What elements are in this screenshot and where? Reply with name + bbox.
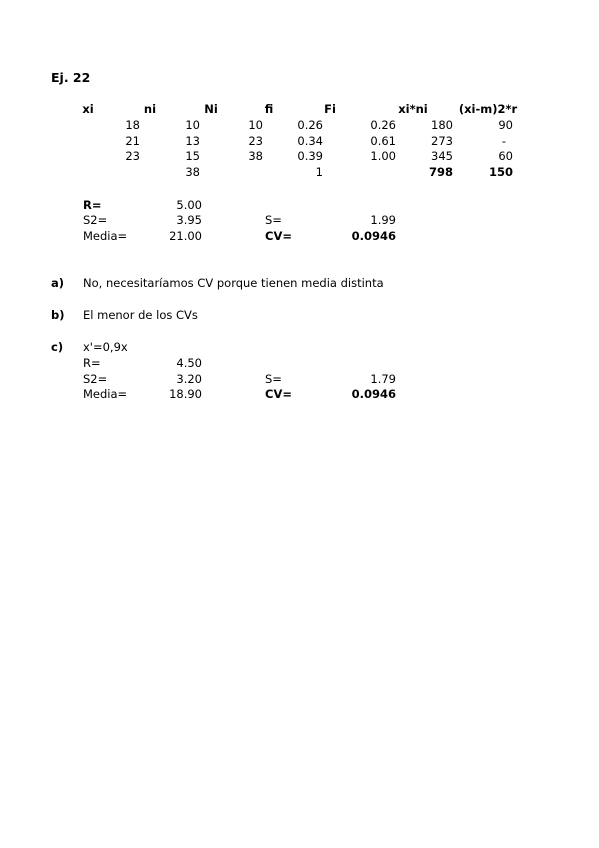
stddev-value: 1.99 [370, 213, 396, 227]
answer-c-label: c) [51, 340, 64, 354]
mean-label-2: Media= [83, 387, 128, 401]
table-cell: 345 [431, 149, 453, 163]
table-cell: 0.34 [297, 134, 323, 148]
table-cell: 273 [431, 134, 453, 148]
stddev-value-2: 1.79 [370, 372, 396, 386]
table-cell: 10 [185, 118, 200, 132]
cv-label: CV= [265, 229, 292, 243]
header-fi: fi [264, 102, 274, 116]
total-deviation: 150 [488, 165, 513, 179]
table-cell: 1.00 [370, 149, 396, 163]
answer-b-label: b) [51, 308, 65, 322]
total-fi: 1 [315, 165, 323, 179]
variance-label-2: S2= [83, 372, 108, 386]
table-cell: 0.39 [297, 149, 323, 163]
table-cell: 0.26 [297, 118, 323, 132]
variance-value: 3.95 [176, 213, 202, 227]
stddev-label-2: S= [265, 372, 282, 386]
answer-a-label: a) [51, 276, 65, 290]
table-cell: 90 [498, 118, 513, 132]
table-cell: 10 [248, 118, 263, 132]
range-label: R= [83, 198, 102, 212]
answer-c-text: x'=0,9x [83, 340, 128, 354]
mean-value: 21.00 [169, 229, 202, 243]
cv-value: 0.0946 [351, 229, 396, 243]
cv-label-2: CV= [265, 387, 292, 401]
header-deviation: (xi-m)2*r [458, 102, 518, 116]
table-cell: 21 [125, 134, 140, 148]
answer-a-text: No, necesitaríamos CV porque tienen media distinta [83, 276, 384, 290]
header-ni: ni [143, 102, 157, 116]
range-value: 5.00 [176, 198, 202, 212]
table-cell: 18 [125, 118, 140, 132]
table-cell: - [501, 134, 506, 148]
answer-b-text: El menor de los CVs [83, 308, 198, 322]
range-label-2: R= [83, 356, 101, 370]
table-cell: 0.61 [370, 134, 396, 148]
table-cell: 15 [185, 149, 200, 163]
table-cell: 13 [185, 134, 200, 148]
total-xini: 798 [428, 165, 453, 179]
total-ni: 38 [185, 165, 200, 179]
header-xini: xi*ni [398, 102, 428, 116]
table-cell: 0.26 [370, 118, 396, 132]
header-Fi: Fi [324, 102, 336, 116]
stddev-label: S= [265, 213, 282, 227]
cv-value-2: 0.0946 [351, 387, 396, 401]
mean-label: Media= [83, 229, 128, 243]
variance-value-2: 3.20 [176, 372, 202, 386]
exercise-title: Ej. 22 [51, 70, 91, 85]
header-Ni: Ni [204, 102, 218, 116]
table-cell: 180 [431, 118, 453, 132]
table-cell: 23 [125, 149, 140, 163]
table-cell: 60 [498, 149, 513, 163]
table-cell: 23 [248, 134, 263, 148]
variance-label: S2= [83, 213, 108, 227]
range-value-2: 4.50 [176, 356, 202, 370]
table-cell: 38 [248, 149, 263, 163]
mean-value-2: 18.90 [169, 387, 202, 401]
header-xi: xi [82, 102, 94, 116]
